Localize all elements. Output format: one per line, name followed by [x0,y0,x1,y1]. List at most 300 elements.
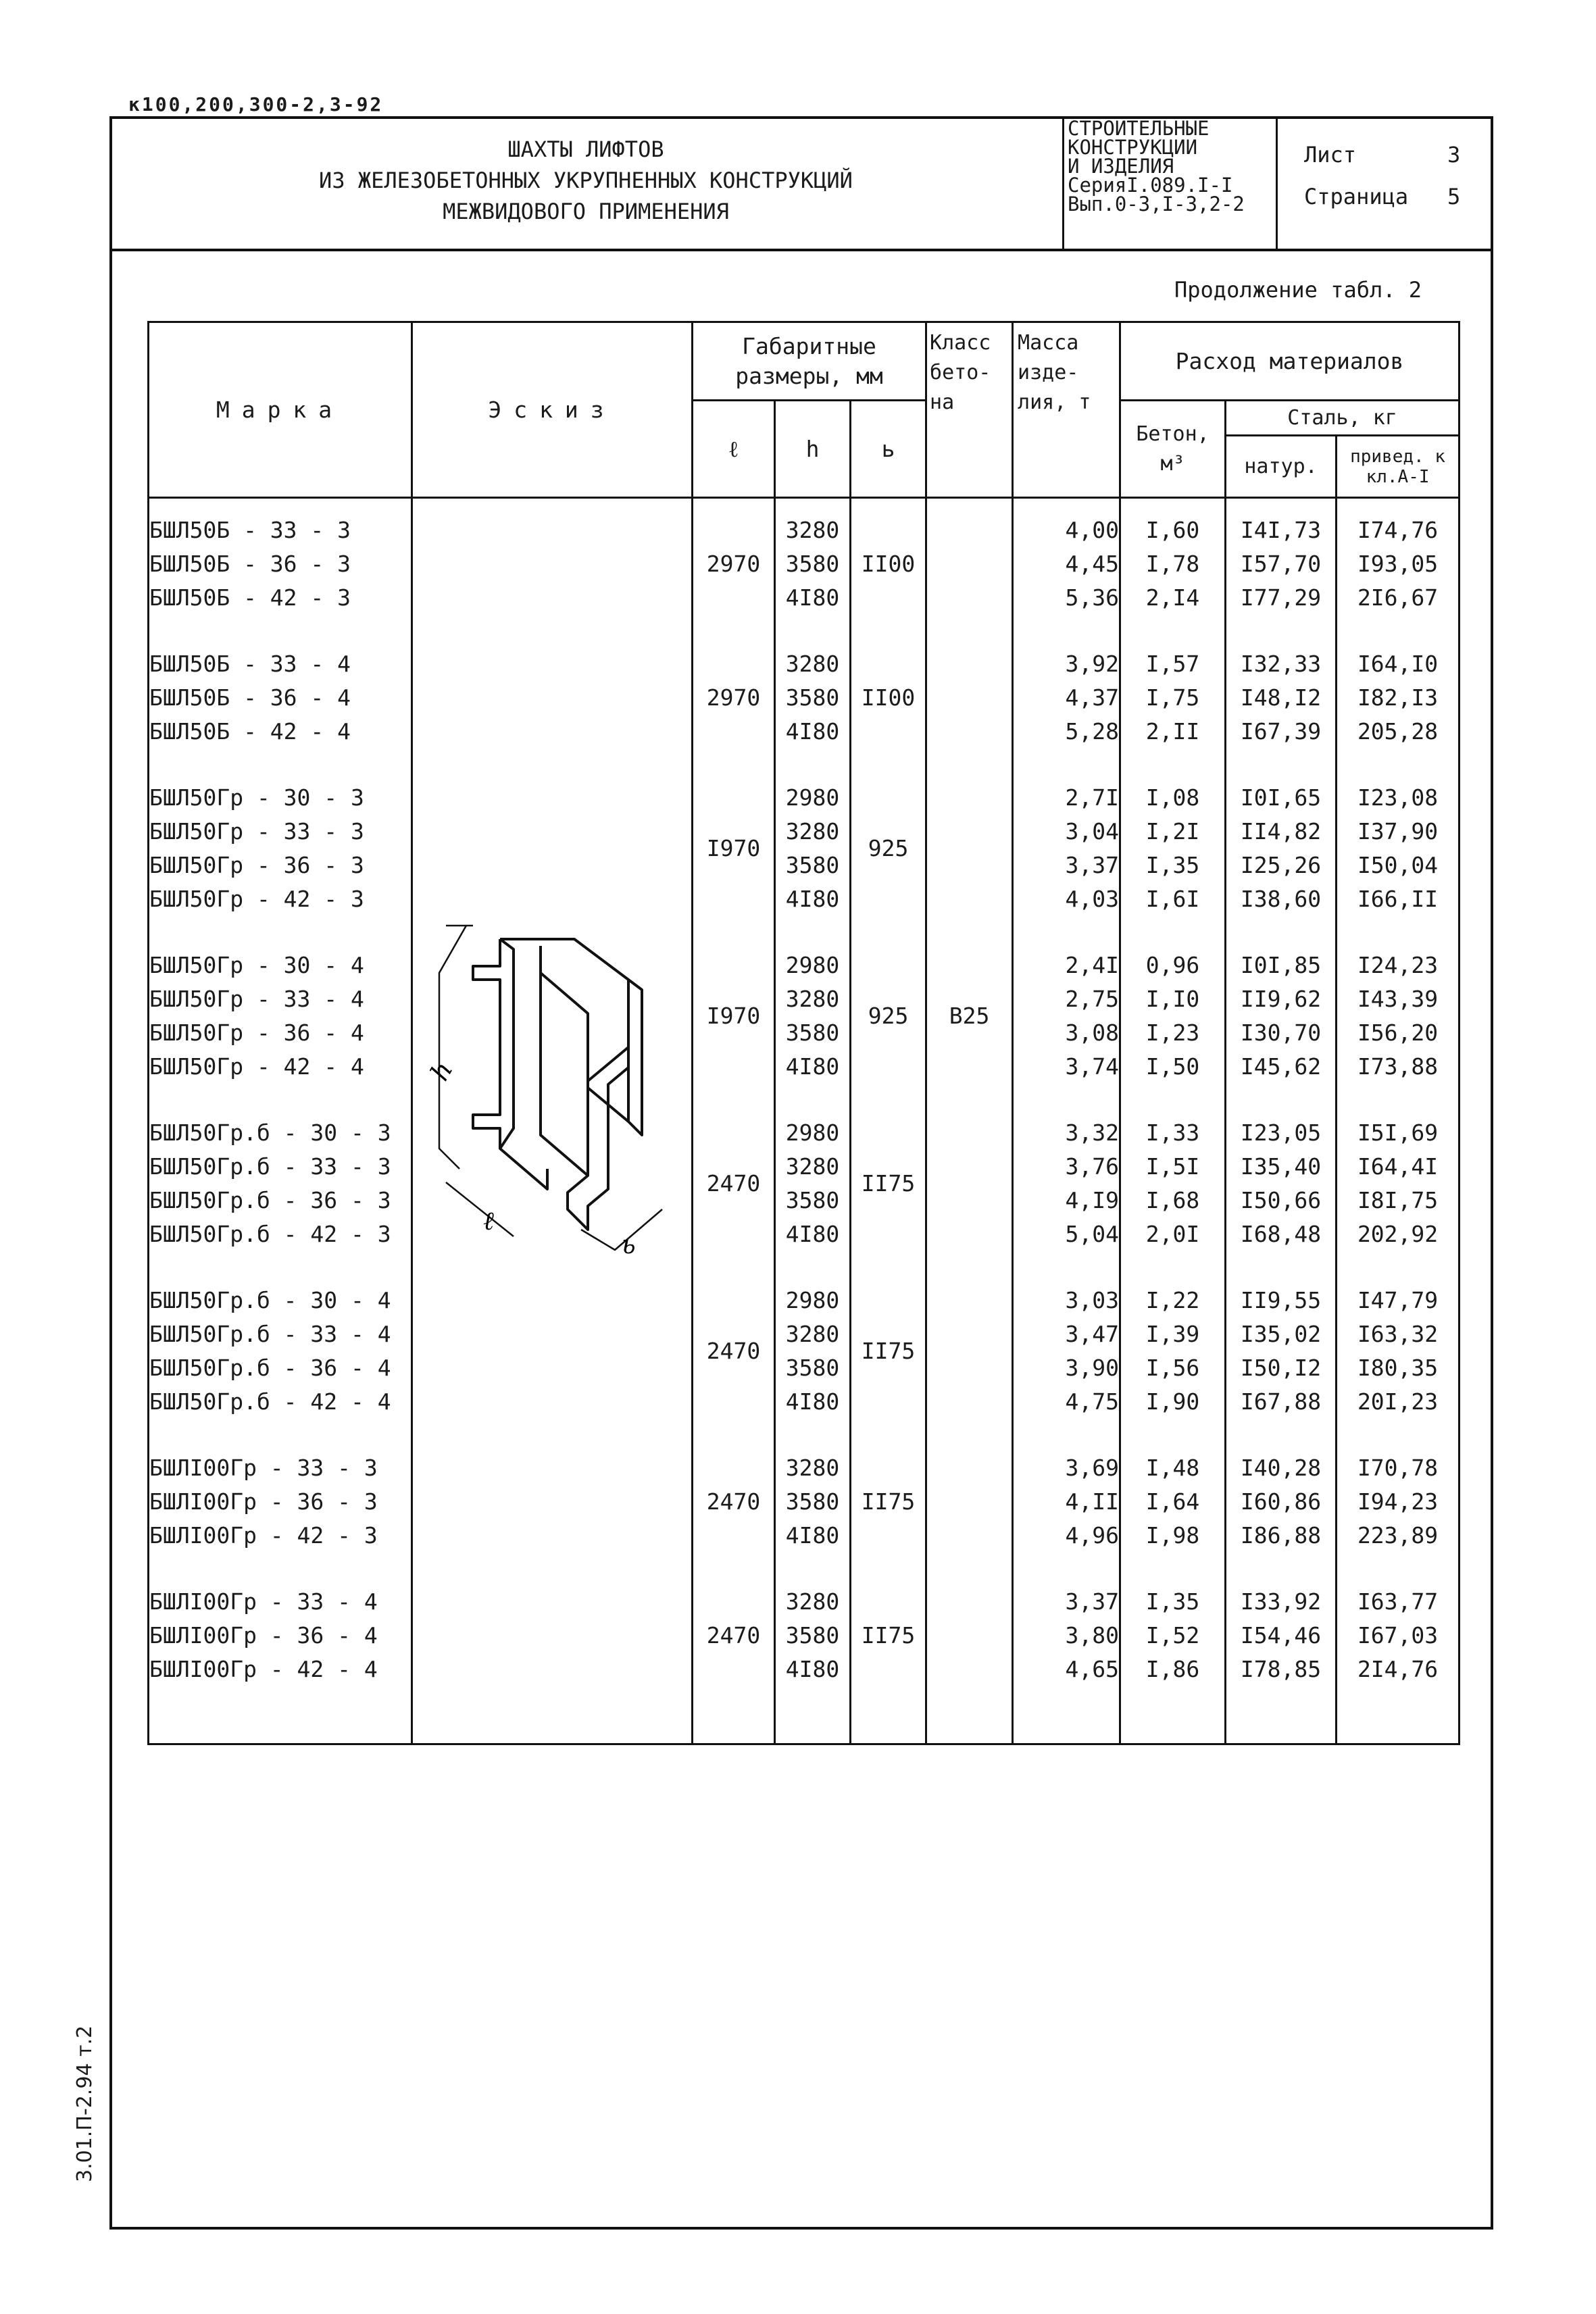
table-cell-concrete: I,68 [1145,1187,1200,1213]
group-spacer [851,1084,925,1116]
table-cell-steel-natural: I60,86 [1240,1488,1322,1515]
table-cell-h: 3580 [785,684,840,711]
table-cell-mass: 3,04 [1065,818,1120,845]
table-cell-concrete: I,35 [1145,852,1200,878]
table-cell-steel-reduced: I23,08 [1357,784,1439,811]
table-cell-empty [693,581,774,615]
table-cell-steel-reduced: I64,4I [1357,1153,1439,1180]
table-cell-mass: 2,7I [1065,784,1120,811]
table-cell-concrete-class: B25 [949,1003,990,1029]
table-cell-steel-natural: I30,70 [1240,1020,1322,1046]
table-cell-mark: БШЛ50Гр.б - 30 - 4 [149,1287,391,1313]
table-cell-concrete: 2,0I [1145,1221,1200,1247]
table-cell-h: 3580 [785,1020,840,1046]
group-spacer [927,615,1012,647]
table-cell-empty [927,681,1012,715]
mass-column [1013,498,1120,1744]
table-cell-mass: 3,03 [1065,1287,1120,1313]
group-spacer [927,1419,1012,1451]
header-mark: Марка [149,322,412,498]
table-cell-steel-reduced: I56,20 [1357,1020,1439,1046]
sheet-label: Лист [1304,142,1357,168]
table-cell-mass: 3,80 [1065,1622,1120,1649]
table-cell-empty [851,949,925,982]
table-cell-mark: БШЛI00Гр - 42 - 4 [149,1656,378,1682]
table-cell-h: 4I80 [785,718,840,745]
group-spacer [1226,1419,1335,1451]
table-cell-steel-natural: I86,88 [1240,1522,1322,1549]
table-cell-concrete: I,98 [1145,1522,1200,1549]
table-cell-b: II00 [861,684,916,711]
group-spacer [927,749,1012,781]
group-spacer [776,749,849,781]
table-cell-empty [693,1585,774,1619]
table-cell-b: 925 [868,1003,909,1029]
group-spacer [851,615,925,647]
table-cell-empty [927,1050,1012,1084]
table-cell-empty [693,715,774,749]
concrete-class-column [926,498,1013,1744]
table-cell-empty [693,1050,774,1084]
sketch-label-b: ь [622,1230,636,1259]
group-spacer [776,1251,849,1284]
table-cell-empty [851,882,925,916]
table-cell-steel-natural: I0I,65 [1240,784,1322,811]
table-cell-mass: 2,75 [1065,986,1120,1012]
table-cell-mark: БШЛ50Гр.б - 36 - 3 [149,1187,391,1213]
title-line: МЕЖВИДОВОГО ПРИМЕНЕНИЯ [443,199,729,224]
table-cell-mark: БШЛ50Гр - 33 - 4 [149,986,364,1012]
table-cell-empty [851,1217,925,1251]
group-spacer [693,1553,774,1585]
table-cell-mass: 5,04 [1065,1221,1120,1247]
table-cell-empty [693,1519,774,1553]
group-spacer [1337,749,1458,781]
table-cell-empty [927,1585,1012,1619]
table-cell-steel-natural: I35,40 [1240,1153,1322,1180]
table-cell-concrete: I,6I [1145,886,1200,912]
table-cell-mark: БШЛI00Гр - 36 - 3 [149,1488,378,1515]
table-cell-l: 2470 [706,1488,761,1515]
table-cell-steel-reduced: I64,I0 [1357,651,1439,677]
group-spacer [1121,1553,1224,1585]
table-cell-mass: 3,32 [1065,1120,1120,1146]
table-cell-steel-reduced: I80,35 [1357,1355,1439,1381]
table-cell-steel-natural: I35,02 [1240,1321,1322,1347]
table-cell-empty [851,513,925,547]
group-spacer [149,749,411,781]
table-cell-concrete: 2,I4 [1145,584,1200,611]
table-cell-concrete: 2,II [1145,718,1200,745]
group-spacer [851,749,925,781]
table-cell-l: 2470 [706,1338,761,1364]
group-spacer [927,916,1012,949]
table-cell-steel-reduced: I63,32 [1357,1321,1439,1347]
group-spacer [851,1251,925,1284]
steel-reduced-column [1337,498,1460,1744]
group-spacer [851,1419,925,1451]
table-cell-concrete: I,23 [1145,1020,1200,1046]
table-cell-steel-reduced: 223,89 [1357,1522,1439,1549]
table-cell-h: 3580 [785,1622,840,1649]
group-spacer [1337,1251,1458,1284]
table-cell-h: 3280 [785,1455,840,1481]
table-cell-mass: 4,45 [1065,551,1120,577]
table-cell-empty [851,715,925,749]
table-cell-empty [927,715,1012,749]
series-line: СТРОИТЕЛЬНЫЕ [1068,117,1210,140]
table-cell-empty [927,815,1012,849]
table-cell-empty [927,1150,1012,1184]
table-cell-mass: 3,47 [1065,1321,1120,1347]
table-cell-mark: БШЛ50Б - 42 - 4 [149,718,351,745]
table-cell-concrete: I,50 [1145,1053,1200,1080]
title-line: ИЗ ЖЕЛЕЗОБЕТОННЫХ УКРУПНЕННЫХ КОНСТРУКЦИЙ [319,168,853,193]
table-cell-b: II75 [861,1622,916,1649]
table-cell-mass: 3,08 [1065,1020,1120,1046]
table-cell-mark: БШЛ50Б - 36 - 4 [149,684,351,711]
table-cell-mass: 4,65 [1065,1656,1120,1682]
group-spacer [149,615,411,647]
table-cell-steel-reduced: I24,23 [1357,952,1439,978]
table-cell-mark: БШЛ50Гр.б - 33 - 3 [149,1153,391,1180]
table-cell-mass: 3,69 [1065,1455,1120,1481]
table-cell-steel-natural: I45,62 [1240,1053,1322,1080]
table-cell-empty [927,781,1012,815]
table-cell-mass: 3,74 [1065,1053,1120,1080]
group-spacer [776,916,849,949]
table-cell-steel-natural: I68,48 [1240,1221,1322,1247]
table-cell-mark: БШЛI00Гр - 33 - 4 [149,1588,378,1615]
table-cell-mark: БШЛ50Гр - 30 - 3 [149,784,364,811]
sheet-number: 3 [1447,142,1461,168]
table-cell-h: 3280 [785,517,840,543]
header-sketch: Эскиз [412,322,693,498]
table-cell-steel-reduced: I37,90 [1357,818,1439,845]
table-cell-concrete: I,86 [1145,1656,1200,1682]
group-spacer [1121,1251,1224,1284]
concrete-column [1120,498,1226,1744]
table-cell-concrete: I,75 [1145,684,1200,711]
table-cell-mass: 4,96 [1065,1522,1120,1549]
table-cell-steel-natural: I38,60 [1240,886,1322,912]
table-cell-steel-natural: I50,66 [1240,1187,1322,1213]
table-cell-steel-reduced: I73,88 [1357,1053,1439,1080]
table-cell-concrete: I,22 [1145,1287,1200,1313]
table-cell-steel-reduced: I70,78 [1357,1455,1439,1481]
table-cell-mark: БШЛ50Гр - 42 - 3 [149,886,364,912]
table-cell-h: 4I80 [785,1656,840,1682]
table-cell-empty [927,949,1012,982]
table-cell-mass: 2,4I [1065,952,1120,978]
sheet-info [1304,134,1461,218]
group-spacer [1337,916,1458,949]
table-cell-steel-natural: I33,92 [1240,1588,1322,1615]
table-cell-concrete: I,2I [1145,818,1200,845]
group-spacer [1337,1553,1458,1585]
group-spacer [1121,1084,1224,1116]
table-cell-empty [693,1653,774,1686]
table-cell-empty [851,647,925,681]
table-cell-mark: БШЛI00Гр - 42 - 3 [149,1522,378,1549]
group-spacer [851,916,925,949]
table-cell-h: 4I80 [785,886,840,912]
table-cell-empty [927,1385,1012,1419]
table-cell-steel-natural: I57,70 [1240,551,1322,577]
header-dimensions: Габаритные размеры, мм [693,322,926,401]
page-label: Страница [1304,184,1409,209]
table-cell-steel-reduced: 202,92 [1357,1221,1439,1247]
table-cell-steel-natural: I48,I2 [1240,684,1322,711]
table-cell-steel-natural: I54,46 [1240,1622,1322,1649]
table-cell-steel-natural: II4,82 [1240,818,1322,845]
table-cell-concrete: I,48 [1145,1455,1200,1481]
table-cell-mark: БШЛ50Гр - 36 - 4 [149,1020,364,1046]
table-cell-steel-reduced: I47,79 [1357,1287,1439,1313]
table-cell-steel-reduced: 205,28 [1357,718,1439,745]
table-cell-mass: 5,36 [1065,584,1120,611]
table-cell-concrete: I,5I [1145,1153,1200,1180]
table-cell-mass: 3,37 [1065,1588,1120,1615]
table-cell-concrete: I,52 [1145,1622,1200,1649]
table-cell-mark: БШЛ50Гр.б - 36 - 4 [149,1355,391,1381]
group-spacer [1014,749,1119,781]
table-cell-mark: БШЛ50Гр - 33 - 3 [149,818,364,845]
group-spacer [1337,615,1458,647]
table-cell-h: 3580 [785,1488,840,1515]
series-line: СерияI.089.I-I [1068,174,1233,197]
group-spacer [1014,1084,1119,1116]
table-cell-mark: БШЛ50Б - 33 - 4 [149,651,351,677]
group-spacer [149,1084,411,1116]
group-spacer [1337,1084,1458,1116]
table-cell-empty [927,513,1012,547]
header-dim-h: h [775,401,851,498]
table-cell-concrete: I,90 [1145,1388,1200,1415]
group-spacer [1121,615,1224,647]
sketch-label-h: h [424,1056,459,1086]
group-spacer [1121,749,1224,781]
table-cell-concrete: I,64 [1145,1488,1200,1515]
table-cell-steel-reduced: I5I,69 [1357,1120,1439,1146]
table-cell-mark: БШЛ50Б - 36 - 3 [149,551,351,577]
table-cell-empty [927,849,1012,882]
table-cell-concrete: I,08 [1145,784,1200,811]
document-title [109,134,1062,227]
table-cell-concrete: I,33 [1145,1120,1200,1146]
table-cell-l: 2970 [706,684,761,711]
group-spacer [149,916,411,949]
group-spacer [1014,615,1119,647]
group-spacer [1014,916,1119,949]
table-cell-h: 3280 [785,1153,840,1180]
header-reduced: привед. к кл.А-I [1337,436,1460,498]
table-cell-mark: БШЛ50Гр.б - 42 - 3 [149,1221,391,1247]
table-cell-steel-reduced: 2I6,67 [1357,584,1439,611]
dim-b-column [851,498,926,1744]
series-line: КОНСТРУКЦИИ [1068,136,1198,159]
table-cell-steel-reduced: I67,03 [1357,1622,1439,1649]
table-cell-empty [851,1585,925,1619]
table-cell-concrete: I,I0 [1145,986,1200,1012]
group-spacer [1014,1419,1119,1451]
table-cell-h: 4I80 [785,1388,840,1415]
table-cell-mass: 4,37 [1065,684,1120,711]
table-cell-h: 3580 [785,852,840,878]
title-line: ШАХТЫ ЛИФТОВ [507,136,664,162]
table-cell-steel-reduced: I8I,75 [1357,1187,1439,1213]
table-cell-concrete: I,56 [1145,1355,1200,1381]
table-cell-l: 2470 [706,1622,761,1649]
mark-column [149,498,412,1744]
document-code: к100,200,300-2,3-92 [128,93,384,116]
table-cell-steel-natural: II9,62 [1240,986,1322,1012]
table-cell-l: I970 [706,835,761,861]
table-cell-h: 4I80 [785,584,840,611]
table-cell-l: 2470 [706,1170,761,1197]
table-cell-concrete: I,35 [1145,1588,1200,1615]
table-cell-mark: БШЛ50Гр.б - 33 - 4 [149,1321,391,1347]
table-cell-empty [927,882,1012,916]
table-cell-empty [851,1653,925,1686]
table-cell-steel-reduced: I43,39 [1357,986,1439,1012]
dim-l-column [693,498,775,1744]
header-dim-l: ℓ [693,401,775,498]
table-cell-steel-reduced: I63,77 [1357,1588,1439,1615]
table-cell-b: II00 [861,551,916,577]
table-cell-mass: 3,76 [1065,1153,1120,1180]
table-cell-steel-natural: I23,05 [1240,1120,1322,1146]
table-cell-h: 2980 [785,784,840,811]
table-cell-h: 2980 [785,1120,840,1146]
table-cell-empty [927,1653,1012,1686]
table-cell-mass: 3,92 [1065,651,1120,677]
table-cell-empty [693,882,774,916]
table-cell-mass: 4,II [1065,1488,1120,1515]
table-cell-h: 3580 [785,1187,840,1213]
group-spacer [776,1084,849,1116]
table-cell-h: 2980 [785,952,840,978]
table-cell-h: 3580 [785,1355,840,1381]
group-spacer [1226,615,1335,647]
table-cell-empty [693,513,774,547]
table-cell-empty [851,1050,925,1084]
table-cell-b: II75 [861,1170,916,1197]
table-cell-empty [927,1184,1012,1217]
table-cell-empty [693,1116,774,1150]
table-cell-steel-natural: I32,33 [1240,651,1322,677]
table-cell-h: 3280 [785,1588,840,1615]
shaft-sketch [424,912,703,1263]
sketch-label-l: ℓ [483,1206,494,1236]
table-cell-mass: 4,03 [1065,886,1120,912]
table-cell-mass: 3,37 [1065,852,1120,878]
table-cell-steel-natural: I77,29 [1240,584,1322,611]
table-cell-empty [851,1519,925,1553]
title-divider [1276,116,1278,251]
table-cell-mark: БШЛ50Гр - 30 - 4 [149,952,364,978]
table-cell-steel-natural: I67,39 [1240,718,1322,745]
group-spacer [1226,1553,1335,1585]
series-line: И ИЗДЕЛИЯ [1068,155,1174,178]
side-stamp: 3.01.П-2.94 т.2 [73,2025,97,2182]
table-cell-steel-reduced: 2I4,76 [1357,1656,1439,1682]
group-spacer [927,1553,1012,1585]
table-cell-h: 3280 [785,986,840,1012]
table-cell-steel-reduced: I82,I3 [1357,684,1439,711]
table-cell-steel-reduced: I94,23 [1357,1488,1439,1515]
table-cell-steel-natural: I67,88 [1240,1388,1322,1415]
table-cell-mark: БШЛI00Гр - 36 - 4 [149,1622,378,1649]
group-spacer [776,1419,849,1451]
header-concrete: Бетон, м³ [1120,401,1226,498]
table-cell-mark: БШЛ50Гр - 42 - 4 [149,1053,364,1080]
table-cell-empty [851,1284,925,1317]
table-cell-mark: БШЛ50Гр.б - 30 - 3 [149,1120,391,1146]
table-cell-empty [851,781,925,815]
table-cell-empty [927,1284,1012,1317]
group-spacer [927,1251,1012,1284]
table-cell-empty [851,1385,925,1419]
table-cell-steel-reduced: I93,05 [1357,551,1439,577]
group-spacer [149,1419,411,1451]
table-body [149,498,1460,1744]
table-cell-h: 3580 [785,551,840,577]
group-spacer [693,916,774,949]
group-spacer [1121,916,1224,949]
group-spacer [1226,916,1335,949]
table-cell-empty [927,1317,1012,1351]
table-cell-steel-natural: I4I,73 [1240,517,1322,543]
table-cell-mass: 4,00 [1065,517,1120,543]
table-cell-empty [927,1619,1012,1653]
group-spacer [851,1553,925,1585]
table-cell-l: 2970 [706,551,761,577]
table-cell-steel-reduced: I74,76 [1357,517,1439,543]
group-spacer [693,1419,774,1451]
table-cell-steel-natural: I40,28 [1240,1455,1322,1481]
group-spacer [1014,1251,1119,1284]
table-cell-empty [693,1385,774,1419]
header-consumption: Расход материалов [1120,322,1460,401]
table-cell-mark: БШЛ50Гр.б - 42 - 4 [149,1388,391,1415]
table-cell-concrete: I,39 [1145,1321,1200,1347]
table-cell-steel-natural: I25,26 [1240,852,1322,878]
table-cell-h: 3280 [785,651,840,677]
group-spacer [149,1251,411,1284]
table-cell-mark: БШЛ50Б - 42 - 3 [149,584,351,611]
table-cell-empty [927,1451,1012,1485]
table-cell-empty [693,1451,774,1485]
table-cell-empty [927,547,1012,581]
table-cell-steel-reduced: I66,II [1357,886,1439,912]
table-cell-mass: 5,28 [1065,718,1120,745]
table-cell-h: 4I80 [785,1053,840,1080]
table-cell-b: II75 [861,1488,916,1515]
table-cell-mark: БШЛI00Гр - 33 - 3 [149,1455,378,1481]
group-spacer [1226,1251,1335,1284]
table-cell-mass: 3,90 [1065,1355,1120,1381]
group-spacer [776,1553,849,1585]
table-cell-empty [851,1451,925,1485]
group-spacer [1226,1084,1335,1116]
group-spacer [149,1553,411,1585]
table-cell-empty [851,581,925,615]
group-spacer [693,615,774,647]
page-number: 5 [1447,184,1461,209]
title-divider [1062,116,1064,251]
table-cell-empty [693,647,774,681]
